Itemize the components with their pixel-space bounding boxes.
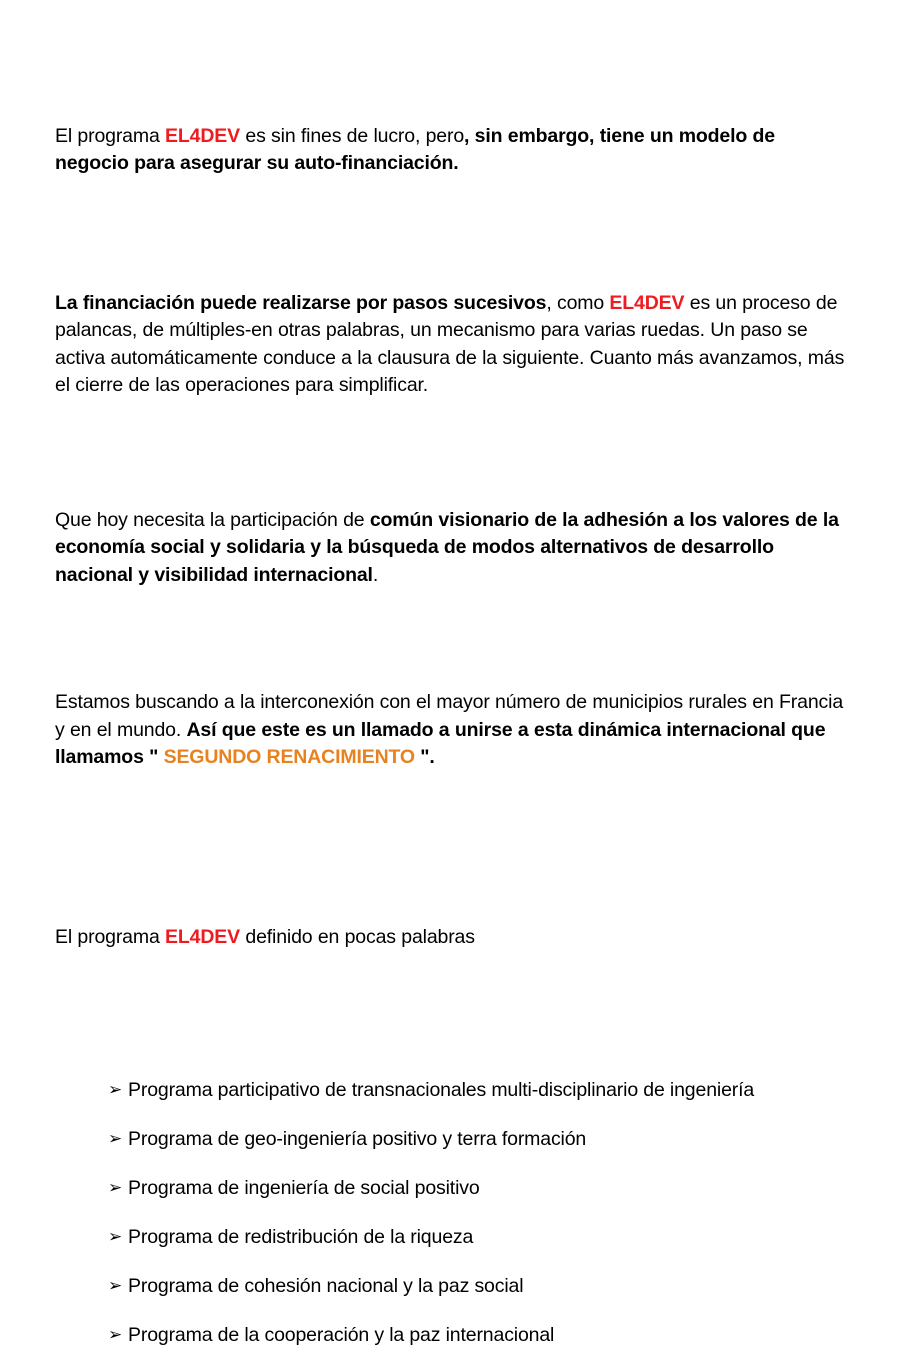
p4-segment-1: Estamos buscando a la interconexión con el mayor número de municipios rurales en Francia y en el mundo. [55, 691, 844, 741]
p5-segment-1: El programa [55, 925, 166, 948]
spacer-5 [55, 971, 850, 1077]
highlight-segundo-renacimiento: SEGUNDO RENACIMIENTO [163, 746, 415, 768]
paragraph-financing-steps [55, 290, 850, 400]
spacer-2 [55, 419, 850, 487]
p1-segment-1: El programa [55, 124, 166, 147]
brand-el4dev: EL4DEV [165, 925, 240, 948]
arrow-bullet-icon: ➢ [108, 1079, 123, 1100]
paragraph-shared-vision [55, 507, 850, 590]
arrow-bullet-icon: ➢ [108, 1128, 123, 1149]
p5-segment-2: definido en pocas palabras [240, 925, 475, 948]
paragraph-business-model [55, 123, 850, 178]
p3-segment-2-bold: común visionario de la adhesión a los valores de la economía social y solidaria y la búsqueda de modos alternativos de desarrollo nacional y visibilidad internacional [55, 508, 839, 586]
p1-segment-3-bold: , sin embargo, tiene un modelo de negocio para asegurar su auto-financiación [55, 124, 775, 174]
arrow-bullet-icon: ➢ [108, 1275, 123, 1296]
arrow-bullet-icon: ➢ [108, 1226, 123, 1247]
arrow-bullet-icon: ➢ [108, 1177, 123, 1198]
brand-el4dev: EL4DEV [609, 291, 685, 314]
list-item-label: Programa de redistribución de la riqueza [128, 1225, 474, 1248]
brand-el4dev: EL4DEV [165, 124, 240, 147]
paragraph-call-to-action [55, 689, 850, 772]
spacer-1 [55, 197, 850, 270]
list-item-label: Programa de la cooperación y la paz internacional [128, 1323, 555, 1346]
list-item-label: Programa de geo-ingeniería positivo y terra formación [128, 1127, 587, 1150]
p2-segment-1-bold: La financiación puede realizarse por pasos sucesivos [55, 291, 547, 314]
program-list [55, 1077, 850, 1371]
list-item-label: Programa de ingeniería de social positivo [128, 1176, 480, 1199]
p1-segment-4: . [453, 152, 459, 174]
arrow-bullet-icon: ➢ [108, 1324, 123, 1345]
p3-segment-3: . [372, 563, 379, 586]
list-item-label: Programa participativo de transnacionales multi-disciplinario de ingeniería [128, 1078, 755, 1101]
list-item [108, 1224, 850, 1273]
list-item [108, 1273, 850, 1322]
spacer-3 [55, 609, 850, 670]
spacer-4 [55, 791, 850, 904]
list-item [108, 1175, 850, 1224]
document-body [55, 103, 850, 1371]
list-item [108, 1126, 850, 1175]
p2-segment-2: , como [546, 291, 610, 314]
paragraph-program-intro [55, 924, 850, 952]
p3-segment-1: Que hoy necesita la participación de [55, 508, 370, 531]
p2-segment-3: es un proceso de palancas, de múltiples-en otras palabras, un mecanismo para varias ruedas. Un paso se activa automáticamente conduce a la clausura de la siguiente. Cuanto más avanzamos, más el cierre de las operaciones para simplificar. [55, 291, 845, 396]
list-item-label: Programa de cohesión nacional y la paz social [128, 1274, 524, 1297]
list-item [108, 1322, 850, 1371]
p4-segment-2-bold: Así que este es un llamado a unirse a esta dinámica internacional que llamamos " [55, 718, 826, 768]
p1-segment-2: es sin fines de lucro, pero [240, 124, 465, 147]
list-item [108, 1077, 850, 1126]
p4-segment-3-bold: ". [414, 746, 435, 768]
